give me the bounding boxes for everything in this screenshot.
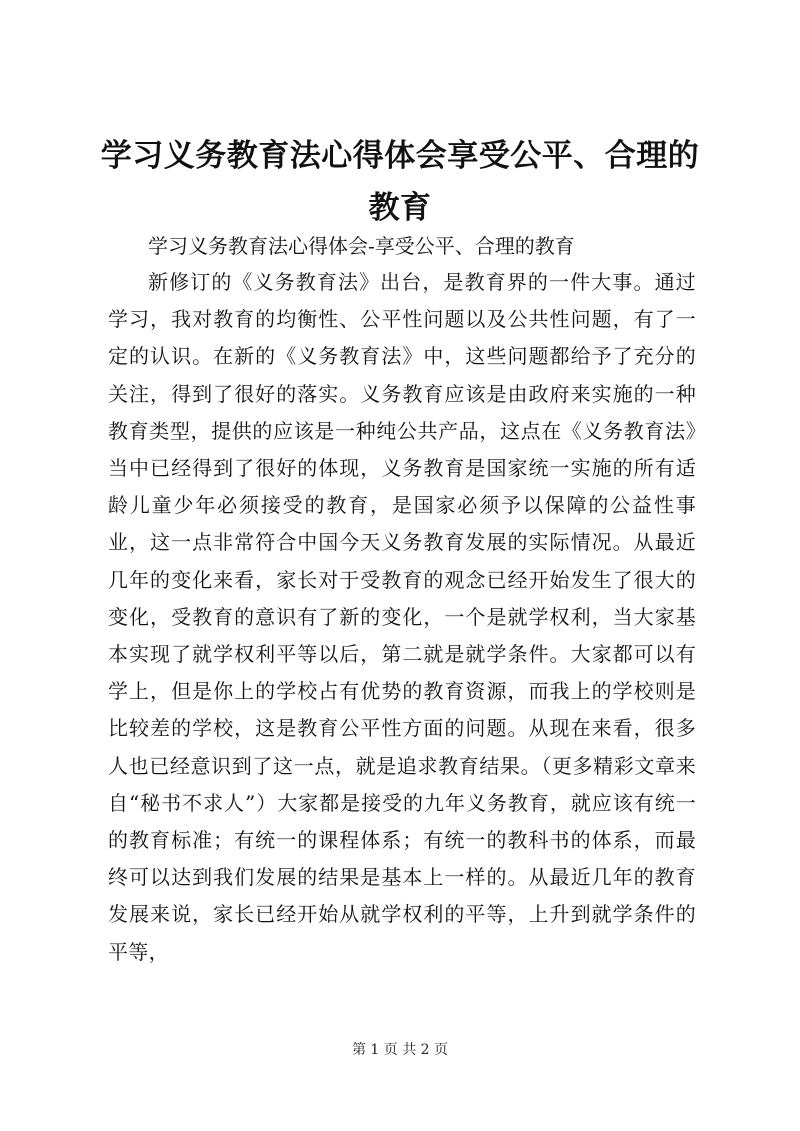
page-footer: 第 1 页 共 2 页	[351, 1042, 449, 1058]
body-paragraph: 新修订的《义务教育法》出台，是教育界的一件大事。通过学习，我对教育的均衡性、公平性问题以及公共性问题，有了一定的认识。在新的《义务教育法》中，这些问题都给予了充分的关注，得到了很好的落实。义务教育应该是由政府来实施的一种教育类型，提供的应该是一种纯公共产品，这点在《义务教育法》当中已经得到了很好的体现，义务教育是国家统一实施的所有适龄儿童少年必须接受的教育，是国家必须予以保障的公益性事业，这一点非常符合中国今天义务教育发展的实际情况。从最近几年的变化来看，家长对于受教育的观念已经开始发生了很大的变化，受教育的意识有了新的变化，一个是就学权利，当大家基本实现了就学权利平等以后，第二就是就学条件。大家都可以有学上，但是你上的学校占有优势的教育资源，而我上的学校则是比较差的学校，这是教育公平性方面的问题。从现在来看，很多人也已经意识到了这一点，就是追求教育结果。（更多精彩文章来自“秘书不求人”）大家都是接受的九年义务教育，就应该有统一的教育标准；有统一的课程体系；有统一的教科书的体系，而最终可以达到我们发展的结果是基本上一样的。从最近几年的教育发展来说，家长已经开始从就学权利的平等，上升到就学条件的平等，	[108, 270, 696, 964]
document-title: 学习义务教育法心得体会享受公平、合理的教育	[100, 138, 700, 226]
document-subtitle: 学习义务教育法心得体会-享受公平、合理的教育	[148, 234, 575, 258]
